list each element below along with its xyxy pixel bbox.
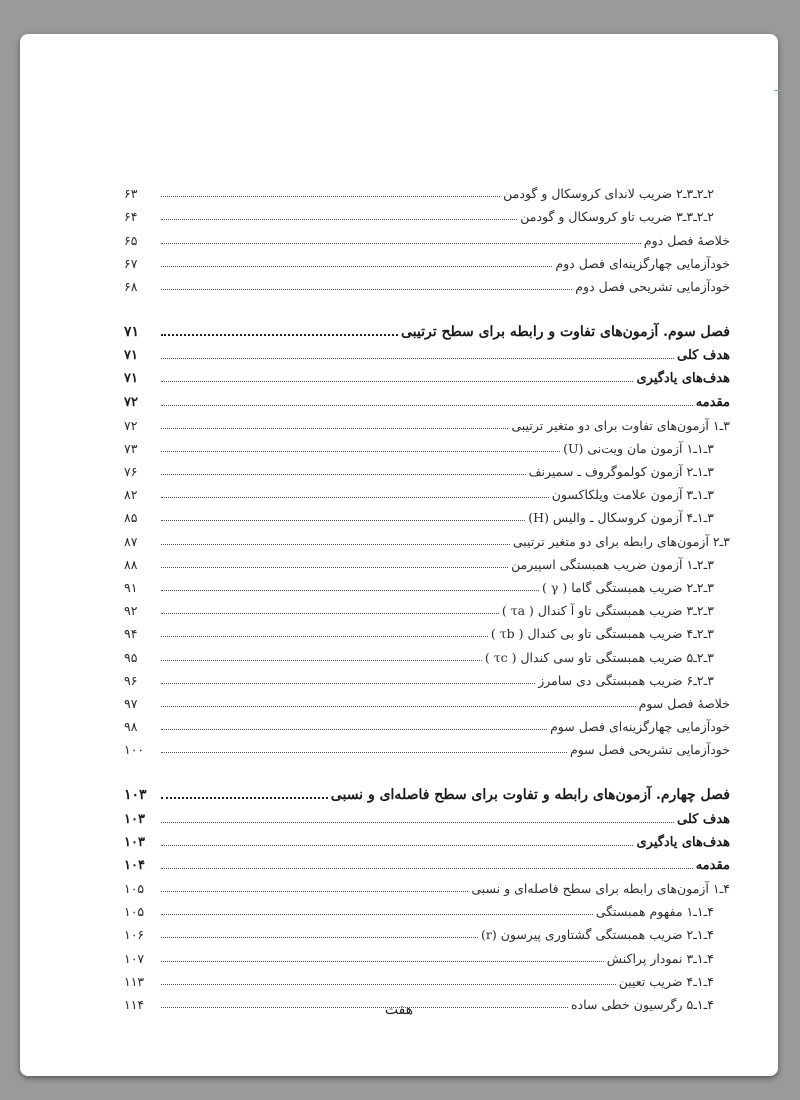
- toc-entry[interactable]: [124, 688, 730, 711]
- toc-entry-page-number: ۹۲: [124, 603, 138, 619]
- dot-leader: [161, 822, 674, 823]
- toc-entry[interactable]: [124, 641, 730, 664]
- dot-leader: [161, 752, 567, 753]
- toc-block-chapter-3: [124, 316, 730, 757]
- toc-entry[interactable]: [124, 386, 730, 409]
- toc-entry[interactable]: [124, 942, 730, 965]
- toc-entry-title: ۳ـ۱ـ۲ آزمون کولموگروف ـ سمیرنف: [528, 464, 714, 480]
- toc-entry-page-number: ۶۳: [124, 186, 138, 202]
- toc-entry-page-number: ۹۵: [124, 649, 138, 665]
- toc-entry[interactable]: [124, 502, 730, 525]
- toc-entry-title: خودآزمایی تشریحی فصل سوم: [569, 742, 730, 758]
- dot-leader: [161, 845, 633, 846]
- toc-entry-page-number: ۱۰۶: [124, 927, 145, 943]
- dot-leader: [161, 868, 693, 869]
- dot-leader: [161, 381, 633, 382]
- dot-leader: [161, 544, 510, 545]
- toc-entry-title: ۳ـ۲ـ۲ ضریب همبستگی گاما ( γ ): [542, 580, 714, 595]
- toc-entry[interactable]: [124, 665, 730, 688]
- dot-leader: [161, 660, 482, 661]
- toc-entry[interactable]: [124, 248, 730, 271]
- dot-leader: [161, 428, 508, 429]
- toc-entry-page-number: ۹۸: [124, 719, 138, 735]
- toc-entry-title: خودآزمایی چهارگزینه‌ای فصل دوم: [555, 255, 730, 271]
- toc-entry-page-number: ۹۷: [124, 695, 138, 711]
- toc-entry-title: مقدمه: [695, 857, 730, 873]
- dot-leader: [161, 451, 560, 452]
- toc-entry-title: ۲ـ۲ـ۳ـ۳ ضریب تاو کروسکال و گودمن: [520, 209, 714, 225]
- toc-entry-page-number: ۶۵: [124, 232, 138, 248]
- toc-entry-page-number: ۷۱: [124, 323, 140, 340]
- toc-entry-title: هدف کلی: [676, 811, 730, 827]
- dot-leader: [161, 961, 604, 962]
- dot-leader: [161, 567, 508, 568]
- toc-entry-title: ۴ـ۱ـ۴ ضریب تعیین: [618, 973, 714, 989]
- toc-entry-page-number: ۷۳: [124, 440, 138, 456]
- toc-entry[interactable]: [124, 572, 730, 595]
- toc-entry[interactable]: [124, 525, 730, 548]
- toc-entry-page-number: ۸۷: [124, 533, 138, 549]
- toc-entry[interactable]: [124, 271, 730, 294]
- dot-leader: [161, 405, 693, 406]
- dot-leader: [161, 706, 636, 707]
- toc-block-chapter-2-end: [124, 178, 730, 294]
- toc-entry-title: مقدمه: [695, 394, 730, 410]
- toc-entry-page-number: ۱۰۳: [124, 834, 145, 850]
- toc-entry-title: ۳ـ۲ـ۴ ضریب همبستگی تاو بی کندال ( τb ): [490, 626, 714, 642]
- toc-entry-page-number: ۹۱: [124, 580, 138, 595]
- toc-entry[interactable]: [124, 618, 730, 641]
- page-folio: هفت: [384, 1002, 414, 1018]
- toc-entry-page-number: ۸۲: [124, 487, 138, 503]
- toc-entry-title: ۳ـ۲ـ۶ ضریب همبستگی دی سامرز: [538, 672, 714, 688]
- toc-entry-title: ۲ـ۲ـ۳ـ۲ ضریب لاندای کروسکال و گودمن: [503, 186, 714, 202]
- dot-leader: [161, 590, 539, 591]
- toc-entry-page-number: ۷۶: [124, 464, 138, 480]
- toc-entry-page-number: ۱۰۴: [124, 857, 145, 873]
- toc-entry-title: ۳ـ۲ـ۵ ضریب همبستگی تاو سی کندال ( τc ): [484, 649, 714, 665]
- dot-leader: [161, 334, 398, 336]
- toc-entry-title: خودآزمایی چهارگزینه‌ای فصل سوم: [550, 719, 730, 735]
- toc-entry[interactable]: [124, 201, 730, 224]
- toc-entry[interactable]: [124, 340, 730, 363]
- toc-entry-page-number: ۶۸: [124, 278, 138, 294]
- toc-entry-title: خلاصهٔ فصل سوم: [638, 695, 730, 711]
- toc-entry-page-number: ۷۲: [124, 394, 138, 410]
- toc-entry[interactable]: [124, 178, 730, 201]
- toc-entry-title: خودآزمایی تشریحی فصل دوم: [575, 278, 730, 294]
- toc-entry-page-number: ۶۴: [124, 209, 138, 225]
- toc-entry-page-number: ۸۵: [124, 510, 138, 526]
- document-page: [20, 34, 778, 1076]
- toc-entry-title: هدف‌های یادگیری: [636, 834, 730, 850]
- toc-entry-page-number: ۷۱: [124, 371, 138, 387]
- toc-entry-title: ۳ـ۱ـ۱ آزمون مان ویت‌نی (U): [563, 440, 714, 456]
- dot-leader: [161, 358, 674, 359]
- spacer: [124, 294, 730, 316]
- toc-entry[interactable]: [124, 803, 730, 826]
- toc-entry-title: ۴ـ۱ـ۵ رگرسیون خطی ساده: [571, 997, 714, 1012]
- corner-mark: [774, 90, 782, 91]
- dot-leader: [161, 636, 488, 637]
- toc-entry-title: ۳ـ۲ آزمون‌های رابطه برای دو متغیر ترتیبی: [512, 533, 730, 549]
- toc-entry[interactable]: [124, 456, 730, 479]
- toc-entry-page-number: ۱۰۳: [124, 787, 147, 804]
- dot-leader: [161, 891, 468, 892]
- toc-entry-title: فصل چهارم. آزمون‌های رابطه و تفاوت برای سطح فاصله‌ای و نسبی: [330, 787, 730, 804]
- toc-entry-title: هدف‌های یادگیری: [636, 371, 730, 387]
- toc-entry[interactable]: [124, 363, 730, 386]
- toc-entry-title: هدف کلی: [676, 348, 730, 364]
- toc-entry[interactable]: [124, 827, 730, 850]
- toc-entry[interactable]: [124, 549, 730, 572]
- toc-entry-title: فصل سوم. آزمون‌های تفاوت و رابطه برای سطح ترتیبی: [400, 323, 730, 340]
- dot-leader: [161, 474, 526, 475]
- dot-leader: [161, 497, 549, 498]
- toc-entry-title: ۳ـ۱ـ۳ آزمون علامت ویلکاکسون: [551, 487, 714, 503]
- table-of-contents: [124, 178, 730, 1012]
- dot-leader: [161, 797, 328, 799]
- toc-entry-title: ۴ـ۱ـ۳ نمودار پراکنش: [606, 950, 714, 966]
- toc-entry[interactable]: [124, 479, 730, 502]
- toc-entry-title: ۴ـ۱ آزمون‌های رابطه برای سطح فاصله‌ای و نسبی: [471, 881, 730, 897]
- dot-leader: [161, 613, 499, 614]
- toc-entry-page-number: ۱۱۴: [124, 997, 145, 1012]
- dot-leader: [161, 219, 517, 220]
- toc-chapter-heading[interactable]: [124, 316, 730, 340]
- dot-leader: [161, 937, 478, 938]
- toc-entry-page-number: ۷۲: [124, 417, 138, 433]
- toc-entry[interactable]: [124, 224, 730, 247]
- toc-entry[interactable]: [124, 433, 730, 456]
- toc-entry-title: ۳ـ۱ آزمون‌های تفاوت برای دو متغیر ترتیبی: [511, 417, 730, 433]
- toc-entry-page-number: ۱۰۳: [124, 811, 145, 827]
- dot-leader: [161, 243, 641, 244]
- toc-entry[interactable]: [124, 873, 730, 896]
- toc-entry[interactable]: [124, 896, 730, 919]
- toc-entry-page-number: ۹۴: [124, 626, 138, 642]
- dot-leader: [161, 266, 552, 267]
- toc-chapter-heading[interactable]: [124, 779, 730, 803]
- toc-entry-page-number: ۸۸: [124, 556, 138, 572]
- toc-entry-title: ۴ـ۱ـ۱ مفهوم همبستگی: [595, 904, 714, 920]
- toc-entry-page-number: ۱۰۷: [124, 950, 145, 966]
- toc-entry-page-number: ۱۱۳: [124, 973, 145, 989]
- toc-entry-title: خلاصهٔ فصل دوم: [643, 232, 730, 248]
- toc-entry[interactable]: [124, 734, 730, 757]
- toc-entry[interactable]: [124, 595, 730, 618]
- spacer: [124, 757, 730, 779]
- dot-leader: [161, 729, 547, 730]
- toc-entry-page-number: ۱۰۵: [124, 904, 145, 920]
- toc-entry-title: ۳ـ۲ـ۳ ضریب همبستگی تاو آ کندال ( τa ): [501, 603, 714, 619]
- toc-entry-page-number: ۹۶: [124, 672, 138, 688]
- toc-entry[interactable]: [124, 966, 730, 989]
- toc-entry[interactable]: [124, 850, 730, 873]
- toc-entry[interactable]: [124, 711, 730, 734]
- toc-block-chapter-4: [124, 779, 730, 1012]
- toc-entry[interactable]: [124, 410, 730, 433]
- toc-entry-page-number: ۷۱: [124, 348, 138, 364]
- dot-leader: [161, 984, 616, 985]
- toc-entry-page-number: ۱۰۰: [124, 742, 145, 758]
- dot-leader: [161, 520, 525, 521]
- dot-leader: [161, 289, 572, 290]
- dot-leader: [161, 683, 535, 684]
- toc-entry-title: ۳ـ۲ـ۱ آزمون ضریب همبستگی اسپیرمن: [511, 556, 714, 572]
- dot-leader: [161, 914, 593, 915]
- toc-entry-title: ۴ـ۱ـ۲ ضریب همبستگی گشتاوری پیرسون (r): [480, 927, 714, 943]
- toc-entry-page-number: ۶۷: [124, 255, 138, 271]
- dot-leader: [161, 196, 500, 197]
- toc-entry-page-number: ۱۰۵: [124, 881, 145, 897]
- toc-entry-title: ۳ـ۱ـ۴ آزمون کروسکال ـ والیس (H): [528, 510, 714, 526]
- toc-entry[interactable]: [124, 919, 730, 942]
